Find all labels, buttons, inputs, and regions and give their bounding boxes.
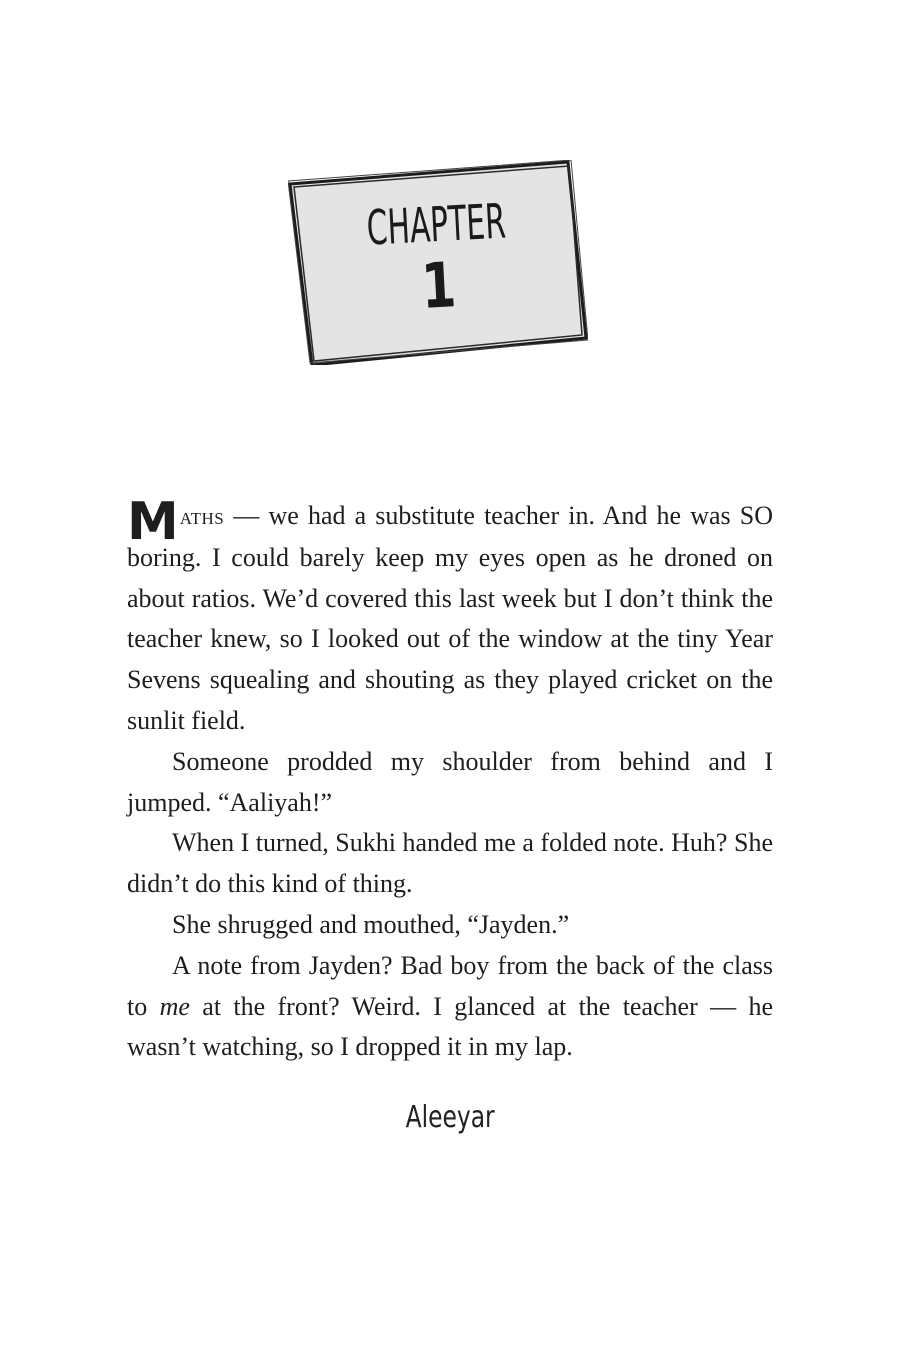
- paragraph-3: When I turned, Sukhi handed me a folded note. Huh? She didn’t do this kind of thing.: [127, 828, 773, 899]
- chapter-number: 1: [420, 247, 459, 323]
- signature-text: Aleeyar: [405, 1100, 495, 1135]
- chapter-body: [127, 491, 773, 1068]
- paragraph-5-text-b: at the front? Weird. I glanced at the teacher — he wasn’t watching, so I dropped it in my lap.: [127, 991, 773, 1062]
- paragraph-5: [127, 946, 773, 1068]
- drop-cap: M: [127, 491, 179, 552]
- paragraph-1-text: — we had a substitute teacher in. And he was SO boring. I could barely keep my eyes open as he droned on about ratios. We’d covered this last week but I don’t think the teacher knew, so I looked out of the window at the tiny Year Sevens squealing and shouting as they played cricket on the sunlit field.: [127, 501, 773, 735]
- paragraph-5-text-a: A note from Jayden? Bad boy from the back of the class to: [127, 950, 773, 1021]
- chapter-label: CHAPTER: [365, 192, 507, 257]
- chapter-heading-card: [288, 160, 588, 365]
- paragraph-5-emphasis: me: [159, 991, 190, 1021]
- opening-smallcaps: aths: [179, 504, 225, 530]
- paragraph-4: She shrugged and mouthed, “Jayden.”: [172, 909, 570, 939]
- handwritten-signature: [0, 1100, 900, 1135]
- paragraph-1: [127, 491, 773, 742]
- paragraph-2: Someone prodded my shoulder from behind and I jumped. “Aaliyah!”: [127, 746, 773, 817]
